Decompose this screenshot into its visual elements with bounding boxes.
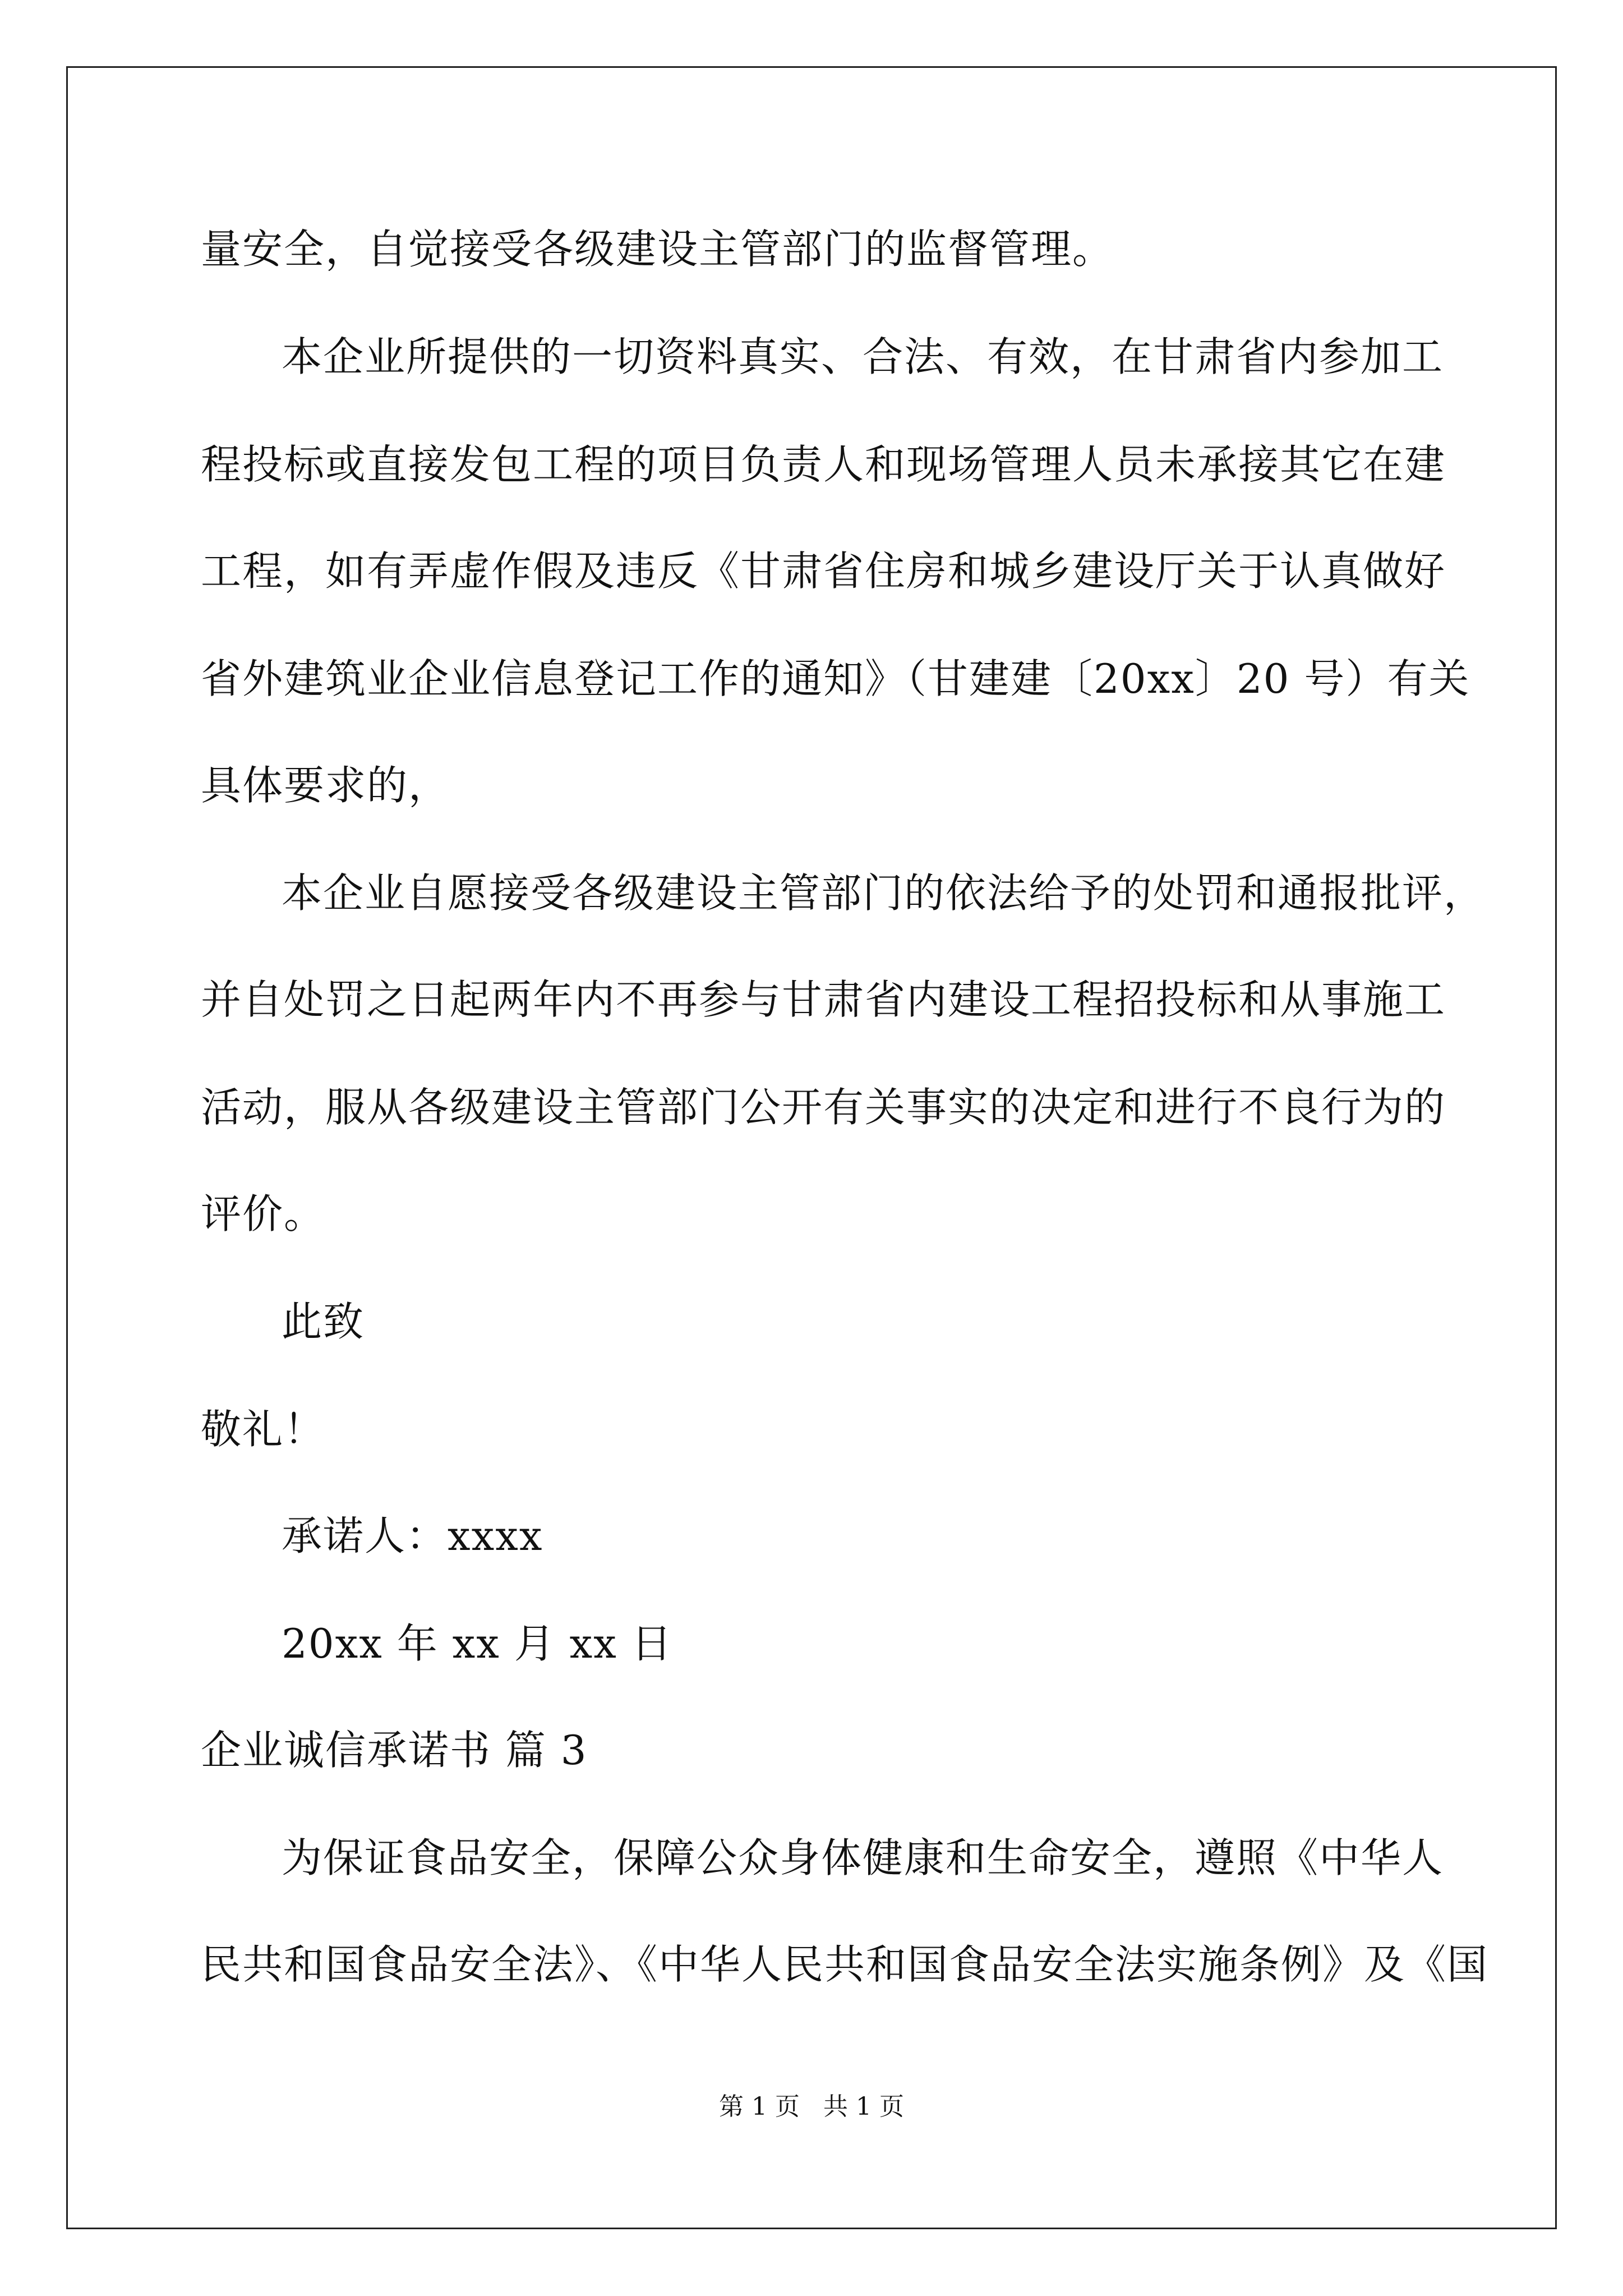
section-heading: 企业诚信承诺书 篇 3 [201, 1727, 588, 1774]
text-line-17: 民共和国食品安全法》、《中华人民共和国食品安全法实施条例》及《国 [201, 1941, 1489, 1988]
text-line-2: 本企业所提供的一切资料真实、合法、有效，在甘肃省内参加工 [282, 333, 1444, 380]
date-line: 20xx 年 xx 月 xx 日 [282, 1620, 673, 1667]
text-line-3: 程投标或直接发包工程的项目负责人和现场管理人员未承接其它在建 [201, 441, 1446, 488]
text-line-4: 工程，如有弄虚作假及违反《甘肃省住房和城乡建设厅关于认真做好 [201, 547, 1446, 595]
text-line-9: 活动，服从各级建设主管部门公开有关事实的决定和进行不良行为的 [201, 1084, 1446, 1131]
text-line-10: 评价。 [201, 1190, 326, 1237]
page-footer: 第 1 页 共 1 页 [719, 2092, 904, 2121]
text-line-6: 具体要求的， [201, 762, 450, 809]
salutation-line: 此致 [282, 1298, 365, 1345]
page-border [66, 66, 1557, 2229]
text-line-7: 本企业自愿接受各级建设主管部门的依法给予的处罚和通报批评， [282, 869, 1486, 917]
text-line-16: 为保证食品安全，保障公众身体健康和生命安全，遵照《中华人 [282, 1834, 1444, 1881]
text-line-5: 省外建筑业企业信息登记工作的通知》（甘建建〔20xx〕20 号）有关 [201, 655, 1470, 702]
signatory-line: 承诺人：xxxx [282, 1512, 543, 1559]
closing-line: 敬礼！ [201, 1406, 326, 1453]
text-line-8: 并自处罚之日起两年内不再参与甘肃省内建设工程招投标和从事施工 [201, 976, 1446, 1023]
text-line-1: 量安全，自觉接受各级建设主管部门的监督管理。 [201, 226, 1114, 273]
